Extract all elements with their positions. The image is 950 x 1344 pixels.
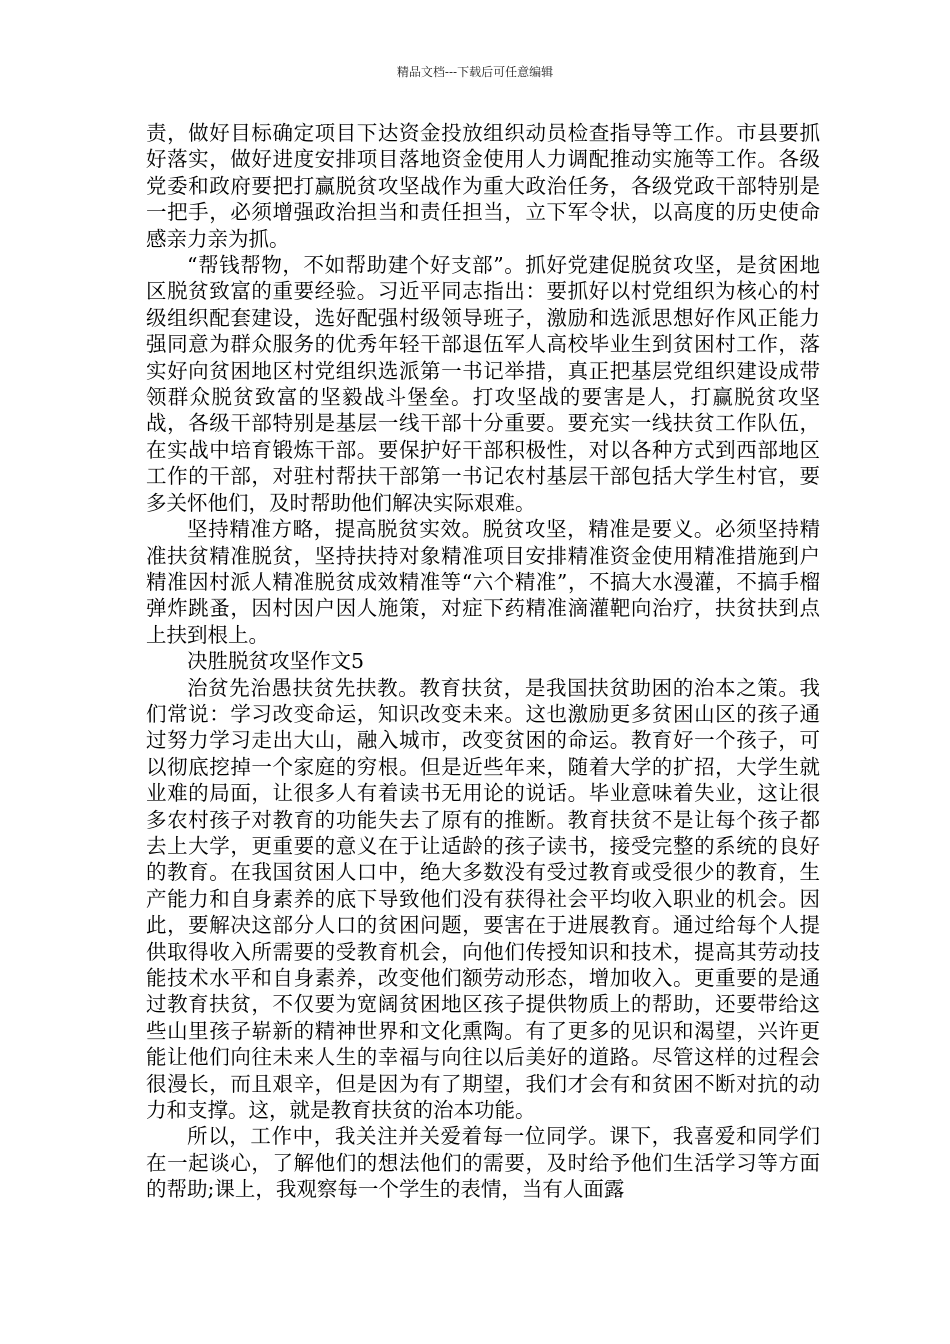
paragraph-continuation: 责，做好目标确定项目下达资金投放组织动员检查指导等工作。市县要抓好落实，做好进度安排项目落地资金使用人力调配推动实施等工作。各级党委和政府要把打赢脱贫攻坚战作为重大政治任务，各级党政干部特别是一把手，必须增强政治担当和责任担当，立下军令状，以高度的历史使命感亲力亲为抓。 <box>146 121 820 251</box>
paragraph-education: 治贫先治愚扶贫先扶教。教育扶贫，是我国扶贫助困的治本之策。我们常说：学习改变命运，知识改变未来。这也激励更多贫困山区的孩子通过努力学习走出大山，融入城市，改变贫困的命运。教育好一个孩子，可以彻底挖掉一个家庭的穷根。但是近些年来，随着大学的扩招，大学生就业难的局面，让很多人有着读书无用论的说话。毕业意味着失业，这让很多农村孩子对教育的功能失去了原有的推断。教育扶贫不是让每个孩子都去上大学，更重要的意义在于让适龄的孩子读书，接受完整的系统的良好的教育。在我国贫困人口中，绝大多数没有受过教育或受很少的教育，生产能力和自身素养的底下导致他们没有获得社会平均收入职业的机会。因此，要解决这部分人口的贫困问题，要害在于进展教育。通过给每个人提供取得收入所需要的受教育机会，向他们传授知识和技术，提高其劳动技能技术水平和自身素养，改变他们额劳动形态，增加收入。更重要的是通过教育扶贫，不仅要为宽阔贫困地区孩子提供物质上的帮助，还要带给这些山里孩子崭新的精神世界和文化熏陶。有了更多的见识和渴望，兴许更能让他们向往未来人生的幸福与向往以后美好的道路。尽管这样的过程会很漫长，而且艰辛，但是因为有了期望，我们才会有和贫困不断对抗的动力和支撑。这，就是教育扶贫的治本功能。 <box>146 675 820 1123</box>
paragraph-precision-strategy: 坚持精准方略，提高脱贫实效。脱贫攻坚，精准是要义。必须坚持精准扶贫精准脱贫，坚持扶持对象精准项目安排精准资金使用精准措施到户精准因村派人精准脱贫成效精准等“六个精准”，不搞大水漫灌，不搞手榴弹炸跳蚤，因村因户因人施策，对症下药精准滴灌靶向治疗，扶贫扶到点上扶到根上。 <box>146 517 820 647</box>
section-heading: 决胜脱贫攻坚作文5 <box>187 649 365 674</box>
page-header: 精品文档---下载后可任意编辑 <box>396 65 554 79</box>
document-body <box>146 120 820 1203</box>
paragraph-work: 所以，工作中，我关注并关爱着每一位同学。课下，我喜爱和同学们在一起谈心，了解他们的想法他们的需要，及时给予他们生活学习等方面的帮助;课上，我观察每一个学生的表情，当有人面露 <box>146 1124 820 1202</box>
paragraph-party-building: “帮钱帮物，不如帮助建个好支部”。抓好党建促脱贫攻坚，是贫困地区脱贫致富的重要经验。习近平同志指出：要抓好以村党组织为核心的村级组织配套建设，选好配强村级领导班子，激励和选派思想好作风正能力强同意为群众服务的优秀年轻干部退伍军人高校毕业生到贫困村工作，落实好向贫困地区村党组织选派第一书记举措，真正把基层党组织建设成带领群众脱贫致富的坚毅战斗堡垒。打攻坚战的要害是人，打赢脱贫攻坚战，各级干部特别是基层一线干部十分重要。要充实一线扶贫工作队伍，在实战中培育锻炼干部。要保护好干部积极性，对以各种方式到西部地区工作的干部，对驻村帮扶干部第一书记农村基层干部包括大学生村官，要多关怀他们，及时帮助他们解决实际艰难。 <box>146 253 820 515</box>
